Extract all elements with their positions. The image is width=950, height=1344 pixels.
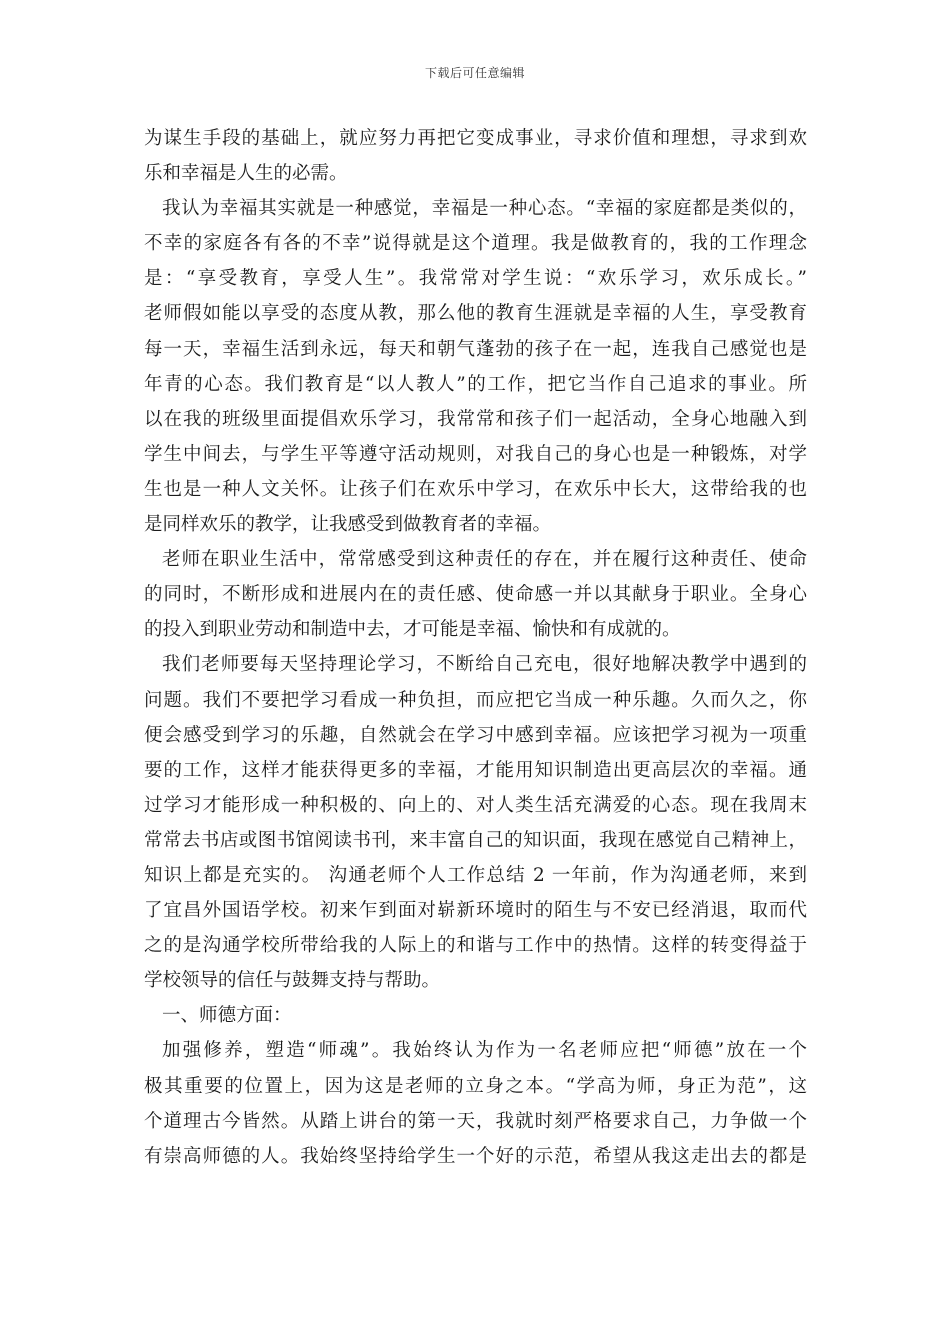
text-line: 老师假如能以享受的态度从教，那么他的教育生涯就是幸福的人生，享受教育 [144,303,807,325]
text-line: 的同时，不断形成和进展内在的责任感、使命感一并以其献身于职业。全身心 [144,584,807,606]
text-line: 要的工作，这样才能获得更多的幸福，才能用知识制造出更高层次的幸福。通 [144,759,807,781]
document-body [144,121,807,1174]
text-line: 知识上都是充实的。 沟通老师个人工作总结 2 一年前，作为沟通老师，来到 [144,864,807,886]
text-line: 年青的心态。我们教育是“以人教人”的工作，把它当作自己追求的事业。所 [144,373,807,395]
text-line: 每一天，幸福生活到永远，每天和朝气蓬勃的孩子在一起，连我自己感觉也是 [144,338,807,360]
text-line: 以在我的班级里面提倡欢乐学习，我常常和孩子们一起活动，全身心地融入到 [144,408,807,430]
text-line: 乐和幸福是人生的必需。 [144,163,348,185]
text-line: 我认为幸福其实就是一种感觉，幸福是一种心态。“幸福的家庭都是类似的， [162,198,807,220]
page-header: 下载后可任意编辑 [424,66,525,80]
text-line: 生也是一种人文关怀。让孩子们在欢乐中学习，在欢乐中长大，这带给我的也 [144,478,807,500]
text-line: 个道理古今皆然。从踏上讲台的第一天，我就时刻严格要求自己，力争做一个 [144,1110,807,1132]
text-line: 一、师德方面： [162,1005,292,1027]
text-line: 不幸的家庭各有各的不幸”说得就是这个道理。我是做教育的，我的工作理念 [144,233,807,255]
text-line: 了宜昌外国语学校。初来乍到面对崭新环境时的陌生与不安已经消退，取而代 [144,900,807,922]
text-line: 加强修养，塑造“师魂”。我始终认为作为一名老师应把“师德”放在一个 [162,1040,807,1062]
text-line: 的投入到职业劳动和制造中去，才可能是幸福、愉快和有成就的。 [144,619,681,641]
text-line: 我们老师要每天坚持理论学习，不断给自己充电，很好地解决教学中遇到的 [162,654,807,676]
text-line: 是：“享受教育，享受人生”。我常常对学生说：“欢乐学习，欢乐成长。” [144,268,807,290]
text-line: 问题。我们不要把学习看成一种负担，而应把它当成一种乐趣。久而久之，你 [144,689,807,711]
text-line: 之的是沟通学校所带给我的人际上的和谐与工作中的热情。这样的转变得益于 [144,935,807,957]
text-line: 为谋生手段的基础上，就应努力再把它变成事业，寻求价值和理想，寻求到欢 [144,128,807,149]
text-line: 极其重要的位置上，因为这是老师的立身之本。“学高为师，身正为范”，这 [144,1075,807,1097]
text-line: 便会感受到学习的乐趣，自然就会在学习中感到幸福。应该把学习视为一项重 [144,724,807,746]
text-line: 有崇高师德的人。我始终坚持给学生一个好的示范，希望从我这走出去的都是 [144,1145,807,1167]
text-line: 学校领导的信任与鼓舞支持与帮助。 [144,970,441,992]
text-line: 老师在职业生活中，常常感受到这种责任的存在，并在履行这种责任、使命 [162,549,807,571]
text-line: 常常去书店或图书馆阅读书刊，来丰富自己的知识面，我现在感觉自己精神上， [144,829,807,851]
text-line: 学生中间去，与学生平等遵守活动规则，对我自己的身心也是一种锻炼，对学 [144,443,807,465]
text-line: 过学习才能形成一种积极的、向上的、对人类生活充满爱的心态。现在我周末 [144,794,807,816]
text-line: 是同样欢乐的教学，让我感受到做教育者的幸福。 [144,514,552,536]
